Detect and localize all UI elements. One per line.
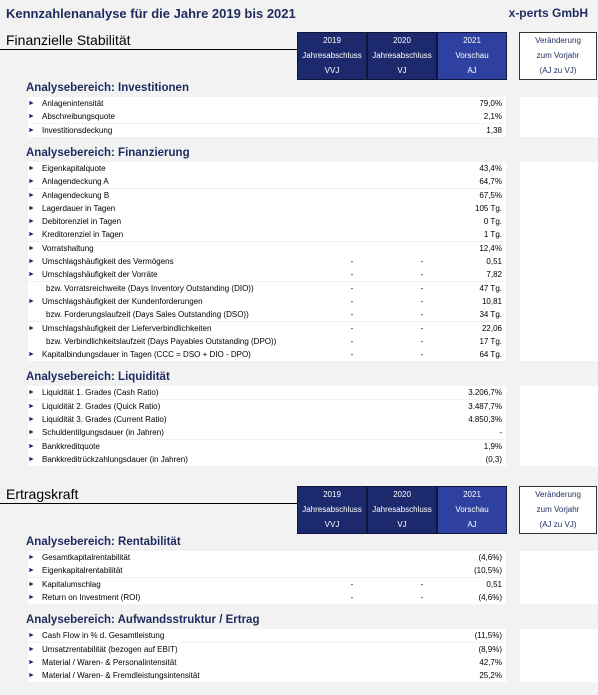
value-2021: 1 Tg. — [483, 230, 502, 240]
value-2019: - — [350, 336, 354, 346]
kpi-label: Liquidität 2. Grades (Quick Ratio) — [42, 401, 161, 411]
column-header-abbr: VJ — [397, 520, 407, 529]
column-header-2021 — [437, 486, 507, 534]
value-2021: (11,5%) — [474, 631, 502, 641]
column-header-2020 — [367, 32, 437, 80]
column-header-type: Jahresabschluss — [302, 505, 362, 514]
column-header-year: 2020 — [393, 36, 411, 45]
value-2021: 17 Tg. — [479, 336, 502, 346]
kpi-label: Bankkreditrückzahlungsdauer (in Jahren) — [42, 454, 188, 464]
column-header-abbr: VVJ — [324, 520, 340, 529]
kpi-label: Eigenkapitalquote — [42, 163, 106, 173]
column-header-2019 — [297, 486, 367, 534]
value-2019: - — [350, 257, 354, 266]
column-header-year: 2021 — [463, 490, 481, 499]
column-header-type: Jahresabschluss — [302, 51, 362, 60]
kpi-label: Cash Flow in % d. Gesamtleistung — [42, 631, 165, 641]
column-header-type: Jahresabschluss — [372, 51, 432, 60]
kpi-label: Bankkreditquote — [42, 441, 100, 451]
value-2020: - — [420, 350, 424, 360]
report-title: Kennzahlenanalyse für die Jahre 2019 bis 2021 — [6, 6, 296, 21]
value-2021: 3.206,7% — [468, 388, 502, 398]
kpi-row — [28, 453, 506, 466]
value-2021: 25,2% — [479, 671, 502, 681]
bullet-arrow-icon: ► — [28, 429, 35, 437]
column-header-year: 2021 — [463, 36, 481, 45]
kpi-row — [28, 400, 506, 413]
kpi-row — [28, 255, 506, 268]
bullet-arrow-icon: ► — [28, 455, 35, 463]
kpi-row — [28, 564, 506, 577]
kpi-label: Anlagendeckung A — [42, 177, 109, 187]
company-name: x-perts GmbH — [508, 6, 588, 20]
bullet-arrow-icon: ► — [28, 442, 35, 450]
kpi-row — [28, 591, 506, 604]
change-column-header — [519, 32, 597, 80]
value-2021: 0,51 — [486, 257, 502, 266]
value-2020: - — [420, 323, 424, 333]
bullet-arrow-icon: ► — [28, 204, 35, 212]
group-title: Analysebereich: Aufwandsstruktur / Ertrag — [26, 614, 260, 627]
change-header-line3: (AJ zu VJ) — [539, 520, 577, 529]
kpi-label: Debitorenziel in Tagen — [42, 217, 122, 227]
value-2019: - — [350, 283, 354, 293]
kpi-row — [28, 308, 506, 321]
value-2021: 2,1% — [483, 112, 502, 122]
bullet-arrow-icon: ► — [28, 258, 35, 265]
bullet-arrow-icon: ► — [28, 567, 35, 575]
value-2020: - — [420, 310, 424, 320]
kpi-row — [28, 629, 506, 642]
kpi-row — [28, 215, 506, 228]
kpi-label: Kreditorenziel in Tagen — [42, 230, 124, 240]
kpi-label: Liquidität 1. Grades (Cash Ratio) — [42, 388, 159, 398]
kpi-row — [28, 426, 506, 439]
kpi-row — [28, 551, 506, 564]
value-2019: - — [350, 592, 354, 602]
value-2020: - — [420, 283, 424, 293]
value-2021: 105 Tg. — [475, 203, 502, 213]
kpi-label: Lagerdauer in Tagen — [42, 203, 116, 213]
value-2020: - — [420, 270, 424, 280]
kpi-row — [28, 228, 506, 241]
column-header-abbr: AJ — [467, 66, 477, 75]
column-header-abbr: AJ — [467, 520, 477, 529]
bullet-arrow-icon: ► — [28, 324, 35, 332]
kpi-row — [28, 335, 506, 348]
kpi-row — [28, 643, 506, 656]
value-2021: 0 Tg. — [483, 217, 502, 227]
kpi-label: Material / Waren- & Personalintensität — [42, 657, 177, 667]
column-header-year: 2019 — [323, 36, 341, 45]
value-2021: 34 Tg. — [479, 310, 502, 320]
value-2019: - — [350, 350, 354, 360]
value-2021: 42,7% — [479, 657, 502, 667]
kpi-row — [28, 110, 506, 123]
bullet-arrow-icon: ► — [28, 271, 35, 279]
kpi-label: Material / Waren- & Fremdleistungsintensität — [42, 671, 200, 681]
value-2021: (4,6%) — [478, 553, 502, 562]
bullet-arrow-icon: ► — [28, 632, 35, 640]
section-underline — [0, 503, 297, 504]
kpi-label: bzw. Forderungslaufzeit (Days Sales Outstanding (DSO)) — [46, 310, 249, 320]
bullet-arrow-icon: ► — [28, 554, 35, 561]
bullet-arrow-icon: ► — [28, 658, 35, 666]
change-column — [520, 551, 598, 604]
kpi-row — [28, 386, 506, 399]
kpi-label: bzw. Verbindlichkeitslaufzeit (Days Payables Outstanding (DPO)) — [46, 336, 277, 346]
value-2020: - — [420, 579, 424, 589]
value-2021: 47 Tg. — [479, 283, 502, 293]
kpi-label: Abschreibungsquote — [42, 112, 115, 122]
kpi-label: Umschlagshäufigkeit der Lieferverbindlichkeiten — [42, 323, 212, 333]
group-title: Analysebereich: Finanzierung — [26, 146, 190, 159]
value-2021: 10,81 — [481, 296, 502, 306]
group-title: Analysebereich: Investitionen — [26, 82, 189, 94]
kpi-row — [28, 656, 506, 669]
column-header-2020 — [367, 486, 437, 534]
kpi-label: Anlagendeckung B — [42, 190, 110, 200]
bullet-arrow-icon: ► — [28, 402, 35, 410]
section-underline — [0, 49, 297, 50]
section-title: Ertragskraft — [6, 486, 79, 502]
kpi-row — [28, 282, 506, 295]
kpi-label: Umschlagshäufigkeit des Vermögens — [42, 257, 174, 266]
kpi-row — [28, 202, 506, 215]
change-column-header — [519, 486, 597, 534]
change-header-line2: zum Vorjahr — [536, 505, 580, 514]
bullet-arrow-icon: ► — [28, 113, 35, 121]
change-column — [520, 629, 598, 682]
group-title: Analysebereich: Rentabilität — [26, 536, 181, 548]
value-2021: (10,5%) — [473, 566, 502, 576]
value-2021: 7,82 — [486, 270, 502, 280]
bullet-arrow-icon: ► — [28, 244, 35, 252]
change-column — [520, 162, 598, 362]
value-2021: - — [499, 428, 502, 438]
value-2021: 4.850,3% — [468, 415, 502, 424]
column-header-2019 — [297, 32, 367, 80]
change-header-line3: (AJ zu VJ) — [539, 66, 577, 75]
bullet-arrow-icon: ► — [28, 178, 35, 186]
value-2021: 43,4% — [479, 163, 502, 173]
bullet-arrow-icon: ► — [28, 126, 35, 134]
bullet-arrow-icon: ► — [28, 164, 35, 172]
value-2019: - — [350, 296, 354, 306]
kpi-label: Umschlagshäufigkeit der Vorräte — [42, 270, 158, 280]
value-2020: - — [420, 257, 424, 266]
column-header-abbr: VVJ — [324, 66, 340, 75]
kpi-label: Kapitalbindungsdauer in Tagen (CCC = DSO + DIO - DPO) — [42, 350, 251, 360]
kpi-row — [28, 162, 506, 175]
value-2021: 22,06 — [481, 323, 502, 333]
change-column — [520, 97, 598, 137]
bullet-arrow-icon: ► — [28, 645, 35, 653]
kpi-label: Kapitalumschlag — [42, 579, 101, 589]
kpi-label: Eigenkapitalrentabilität — [42, 566, 123, 576]
value-2020: - — [420, 592, 424, 602]
bullet-arrow-icon: ► — [28, 672, 35, 680]
value-2021: 64,7% — [479, 177, 502, 187]
bullet-arrow-icon: ► — [28, 191, 35, 199]
kpi-row — [28, 578, 506, 591]
value-2019: - — [350, 310, 354, 320]
kpi-label: Umschlagshäufigkeit der Kundenforderungen — [42, 296, 203, 306]
group-title: Analysebereich: Liquidität — [26, 371, 170, 384]
kpi-row — [28, 669, 506, 682]
column-header-type: Vorschau — [455, 51, 489, 60]
bullet-arrow-icon: ► — [28, 231, 35, 239]
value-2021: 3.487,7% — [468, 401, 502, 411]
kpi-row — [28, 322, 506, 335]
bullet-arrow-icon: ► — [28, 100, 35, 107]
kpi-label: Liquidität 3. Grades (Current Ratio) — [42, 415, 167, 424]
kpi-row — [28, 268, 506, 281]
kpi-row — [28, 97, 506, 110]
value-2020: - — [420, 336, 424, 346]
value-2021: 1,9% — [483, 441, 502, 451]
column-header-year: 2019 — [323, 490, 341, 499]
column-header-2021 — [437, 32, 507, 80]
column-header-year: 2020 — [393, 490, 411, 499]
kpi-label: Vorratshaltung — [42, 243, 94, 253]
value-2021: 64 Tg. — [479, 350, 502, 360]
kpi-label: Investitionsdeckung — [42, 125, 113, 135]
column-header-type: Jahresabschluss — [372, 505, 432, 514]
bullet-arrow-icon: ► — [28, 351, 35, 359]
bullet-arrow-icon: ► — [28, 389, 35, 397]
bullet-arrow-icon: ► — [28, 218, 35, 226]
value-2019: - — [350, 579, 354, 589]
column-header-type: Vorschau — [455, 505, 489, 514]
kpi-label: Return on Investment (ROI) — [42, 592, 141, 602]
kpi-row — [28, 295, 506, 308]
kpi-row — [28, 175, 506, 188]
column-header-abbr: VJ — [397, 66, 407, 75]
value-2019: - — [350, 270, 354, 280]
change-header-line1: Veränderung — [535, 490, 581, 499]
kpi-label: bzw. Vorratsreichweite (Days Inventory Outstanding (DIO)) — [46, 283, 254, 293]
value-2021: 0,51 — [486, 579, 502, 589]
kpi-label: Gesamtkapitalrentabilität — [42, 553, 131, 562]
section-title: Finanzielle Stabilität — [6, 32, 131, 48]
change-column — [520, 386, 598, 466]
kpi-label: Schuldentilgungsdauer (in Jahren) — [42, 428, 164, 438]
value-2020: - — [420, 296, 424, 306]
kpi-row — [28, 124, 506, 137]
kpi-row — [28, 189, 506, 202]
kpi-row — [28, 413, 506, 426]
bullet-arrow-icon: ► — [28, 580, 35, 588]
kpi-label: Umsatzrentabilität (bezogen auf EBIT) — [42, 644, 178, 654]
bullet-arrow-icon: ► — [28, 297, 35, 305]
value-2021: 67,5% — [479, 190, 502, 200]
value-2021: (8,9%) — [478, 644, 502, 654]
value-2021: (0,3) — [485, 454, 502, 464]
kpi-row — [28, 440, 506, 453]
bullet-arrow-icon: ► — [28, 593, 35, 601]
value-2021: (4,6%) — [478, 592, 502, 602]
value-2019: - — [350, 323, 354, 333]
value-2021: 12,4% — [479, 243, 502, 253]
value-2021: 79,0% — [479, 99, 502, 108]
change-header-line2: zum Vorjahr — [536, 51, 580, 60]
kpi-row — [28, 348, 506, 361]
value-2021: 1,38 — [486, 125, 502, 135]
kpi-row — [28, 242, 506, 255]
kpi-label: Anlagenintensität — [42, 99, 104, 108]
change-header-line1: Veränderung — [535, 36, 581, 45]
bullet-arrow-icon: ► — [28, 416, 35, 423]
